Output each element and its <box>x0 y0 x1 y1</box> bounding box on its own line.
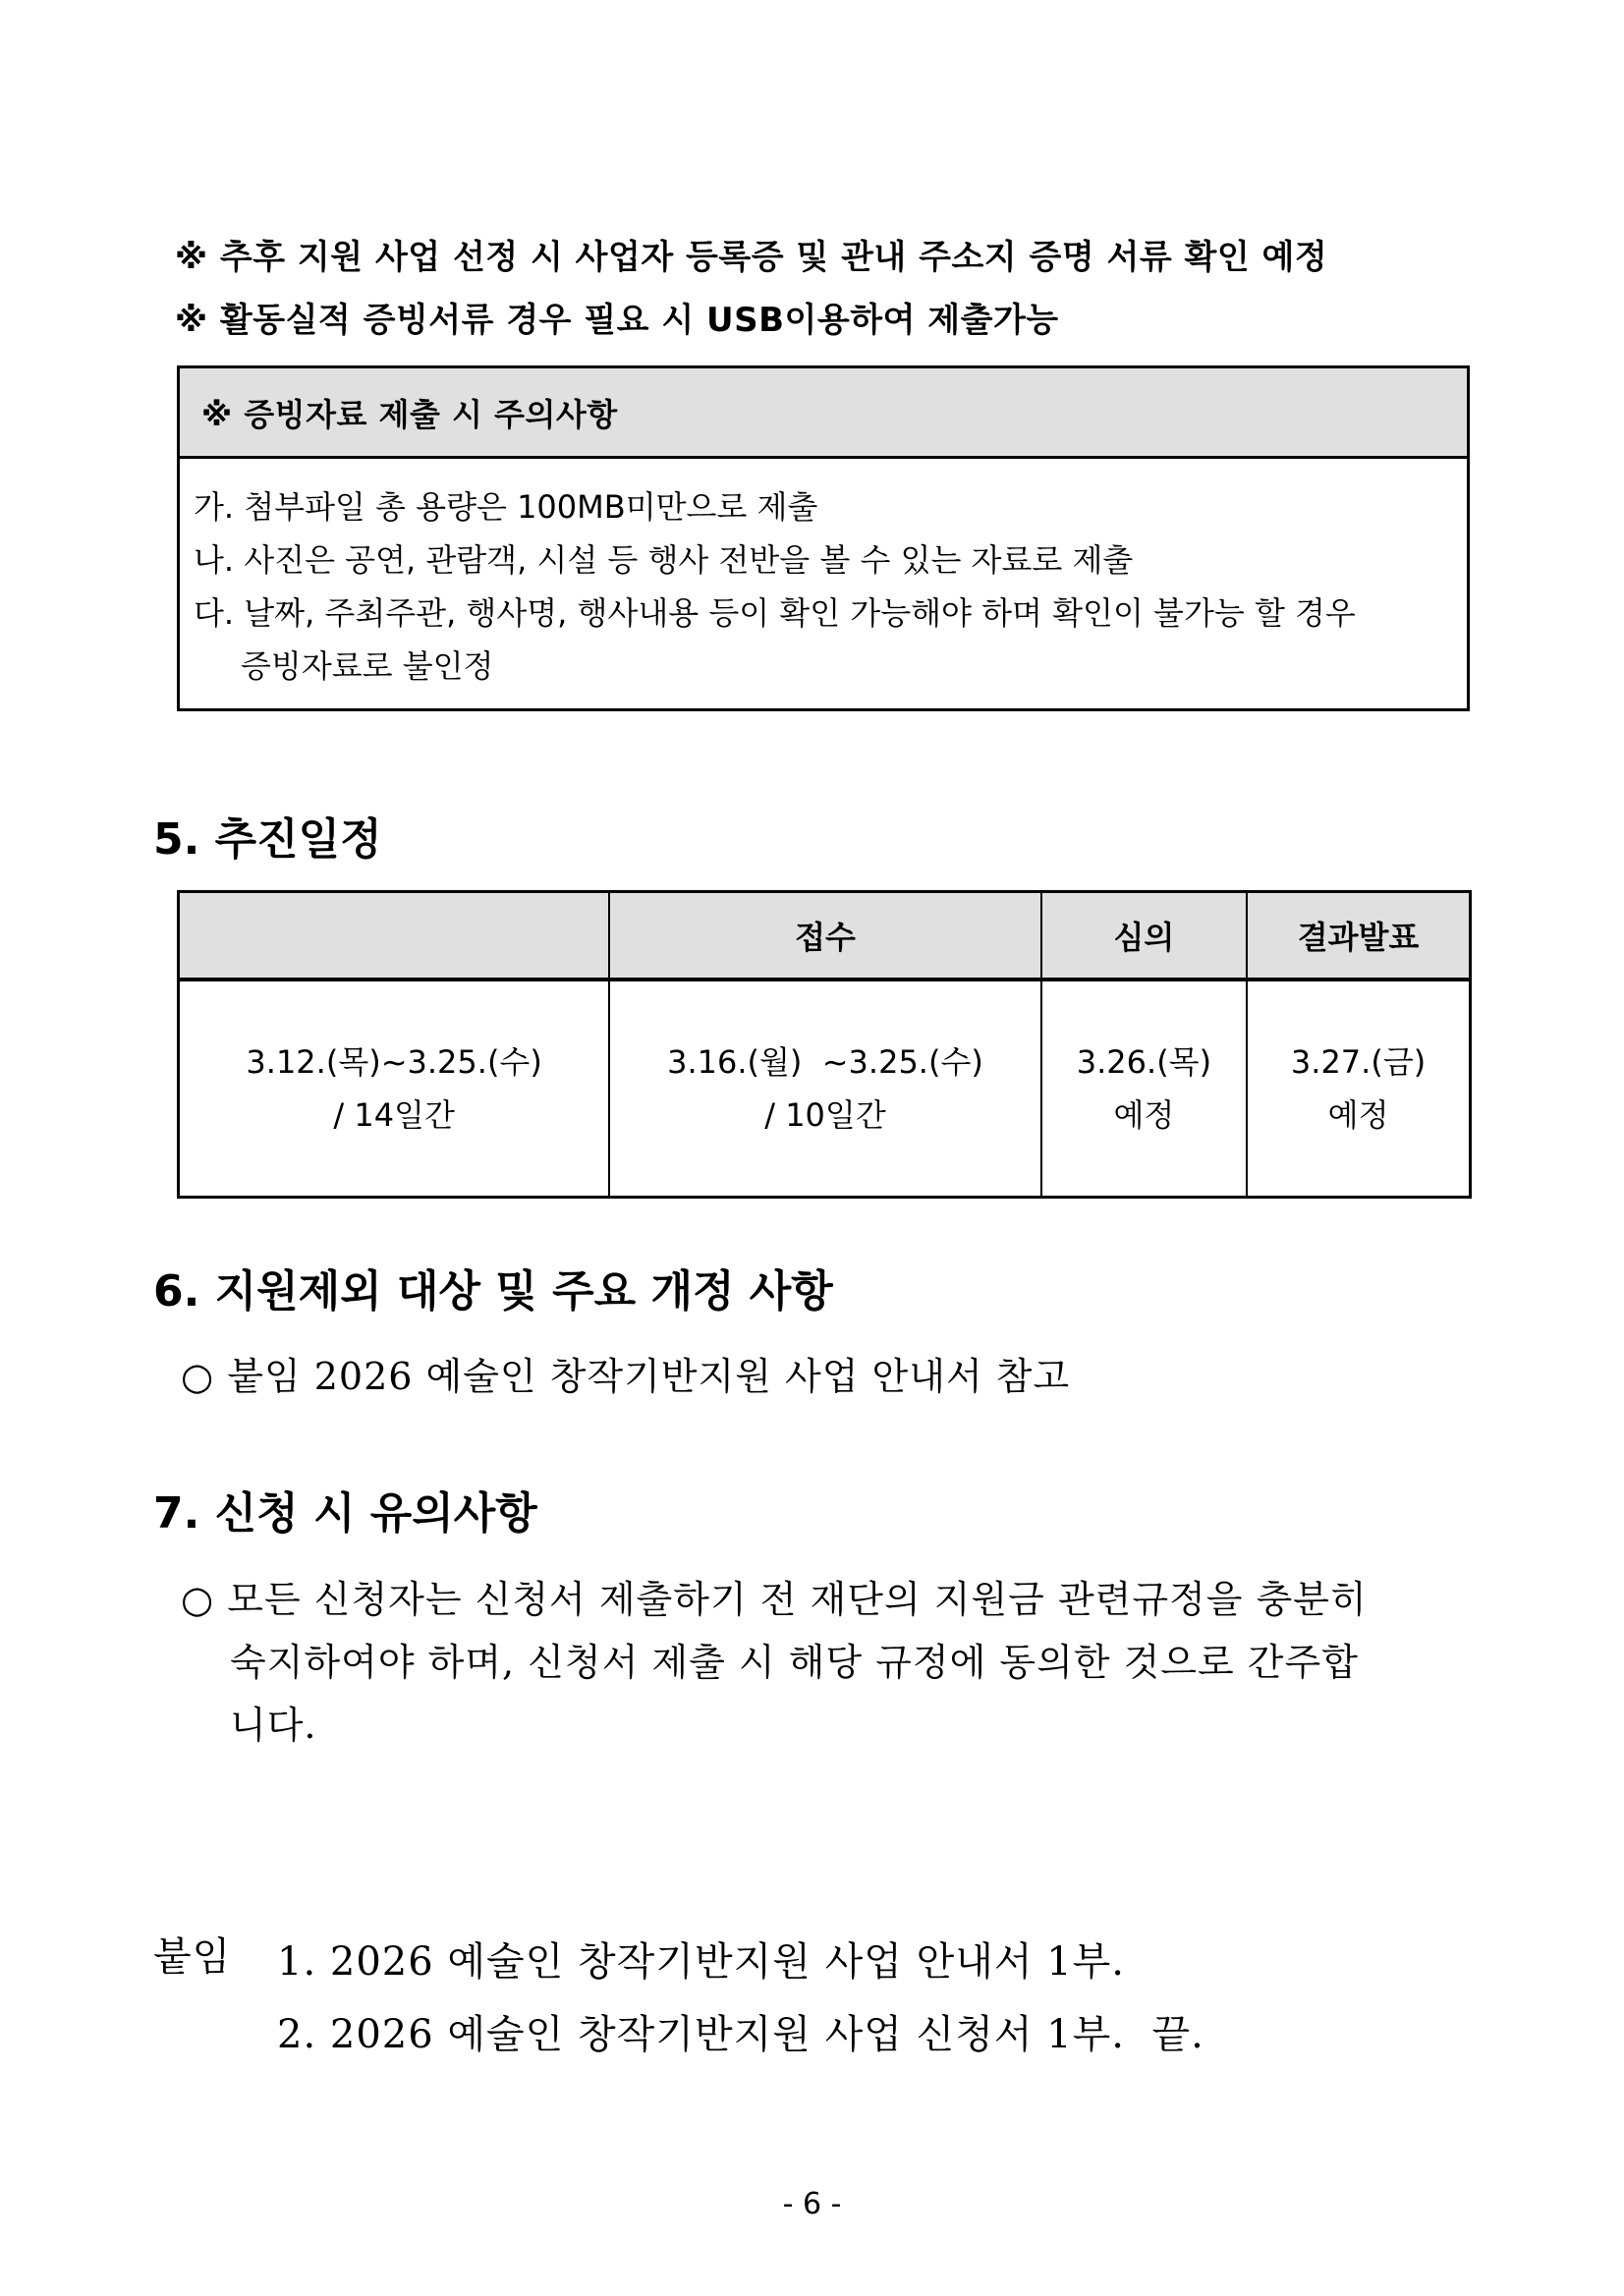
cell-date: 3.26.(목) <box>1076 1043 1212 1081</box>
cell-date: 3.12.(목)~3.25.(수) <box>246 1043 542 1081</box>
cell-duration: / 10일간 <box>764 1096 886 1134</box>
table-cell <box>1041 980 1247 1198</box>
section-6-item: ○ 붙임 2026 예술인 창작기반지원 사업 안내서 참고 <box>181 1355 1071 1398</box>
attachment-item: 2. 2026 예술인 창작기반지원 사업 신청서 1부. 끝. <box>277 2012 1204 2057</box>
cell-date: 3.27.(금) <box>1290 1043 1427 1081</box>
table-header-row <box>179 892 1471 980</box>
table-header-cell: 심의 <box>1041 892 1247 980</box>
attachment-item: 1. 2026 예술인 창작기반지원 사업 안내서 1부. <box>277 1939 1126 1985</box>
attachments-list <box>277 1926 1204 2071</box>
section-7-title: 7. 신청 시 유의사항 <box>153 1488 537 1539</box>
table-header-cell <box>179 892 610 980</box>
section-6-title: 6. 지원제외 대상 및 주요 개정 사항 <box>153 1266 833 1316</box>
caution-line: 다. 날짜, 주최주관, 행사명, 행사내용 등이 확인 가능해야 하며 확인이 불가능 할 경우 <box>194 594 1356 632</box>
table-cell <box>179 980 610 1198</box>
caution-line: 증빙자료로 불인정 <box>241 647 494 685</box>
caution-body <box>180 459 1467 693</box>
cell-status: 예정 <box>1327 1096 1389 1134</box>
note-usb: ※ 활동실적 증빙서류 경우 필요 시 USB이용하여 제출가능 <box>175 301 1059 340</box>
section-7-line: ○ 모든 신청자는 신청서 제출하기 전 재단의 지원금 관련규정을 충분히 <box>181 1578 1368 1621</box>
section-5-title: 5. 추진일정 <box>153 814 382 865</box>
caution-line: 나. 사진은 공연, 관람객, 시설 등 행사 전반을 볼 수 있는 자료로 제출 <box>194 541 1134 579</box>
table-row <box>179 980 1471 1198</box>
schedule-table <box>177 890 1472 1199</box>
table-header-cell: 결과발표 <box>1247 892 1470 980</box>
table-cell <box>1247 980 1470 1198</box>
caution-title: ※ 증빙자료 제출 시 주의사항 <box>180 368 1467 459</box>
cell-duration: / 14일간 <box>333 1096 455 1134</box>
table-cell <box>609 980 1040 1198</box>
section-7-line: 니다. <box>230 1704 317 1747</box>
page-number: - 6 - <box>782 2187 842 2221</box>
note-registration: ※ 추후 지원 사업 선정 시 사업자 등록증 및 관내 주소지 증명 서류 확인 예정 <box>175 238 1328 277</box>
section-7-body <box>181 1568 1368 1757</box>
attachments-label: 붙임 <box>153 1934 232 1980</box>
section-7-line: 숙지하여야 하며, 신청서 제출 시 해당 규정에 동의한 것으로 간주합 <box>230 1641 1359 1684</box>
caution-box <box>177 365 1470 711</box>
table-header-cell: 접수 <box>609 892 1040 980</box>
cell-date: 3.16.(월) ~3.25.(수) <box>667 1043 983 1081</box>
caution-line: 가. 첨부파일 총 용량은 100MB미만으로 제출 <box>194 488 818 526</box>
cell-status: 예정 <box>1113 1096 1175 1134</box>
